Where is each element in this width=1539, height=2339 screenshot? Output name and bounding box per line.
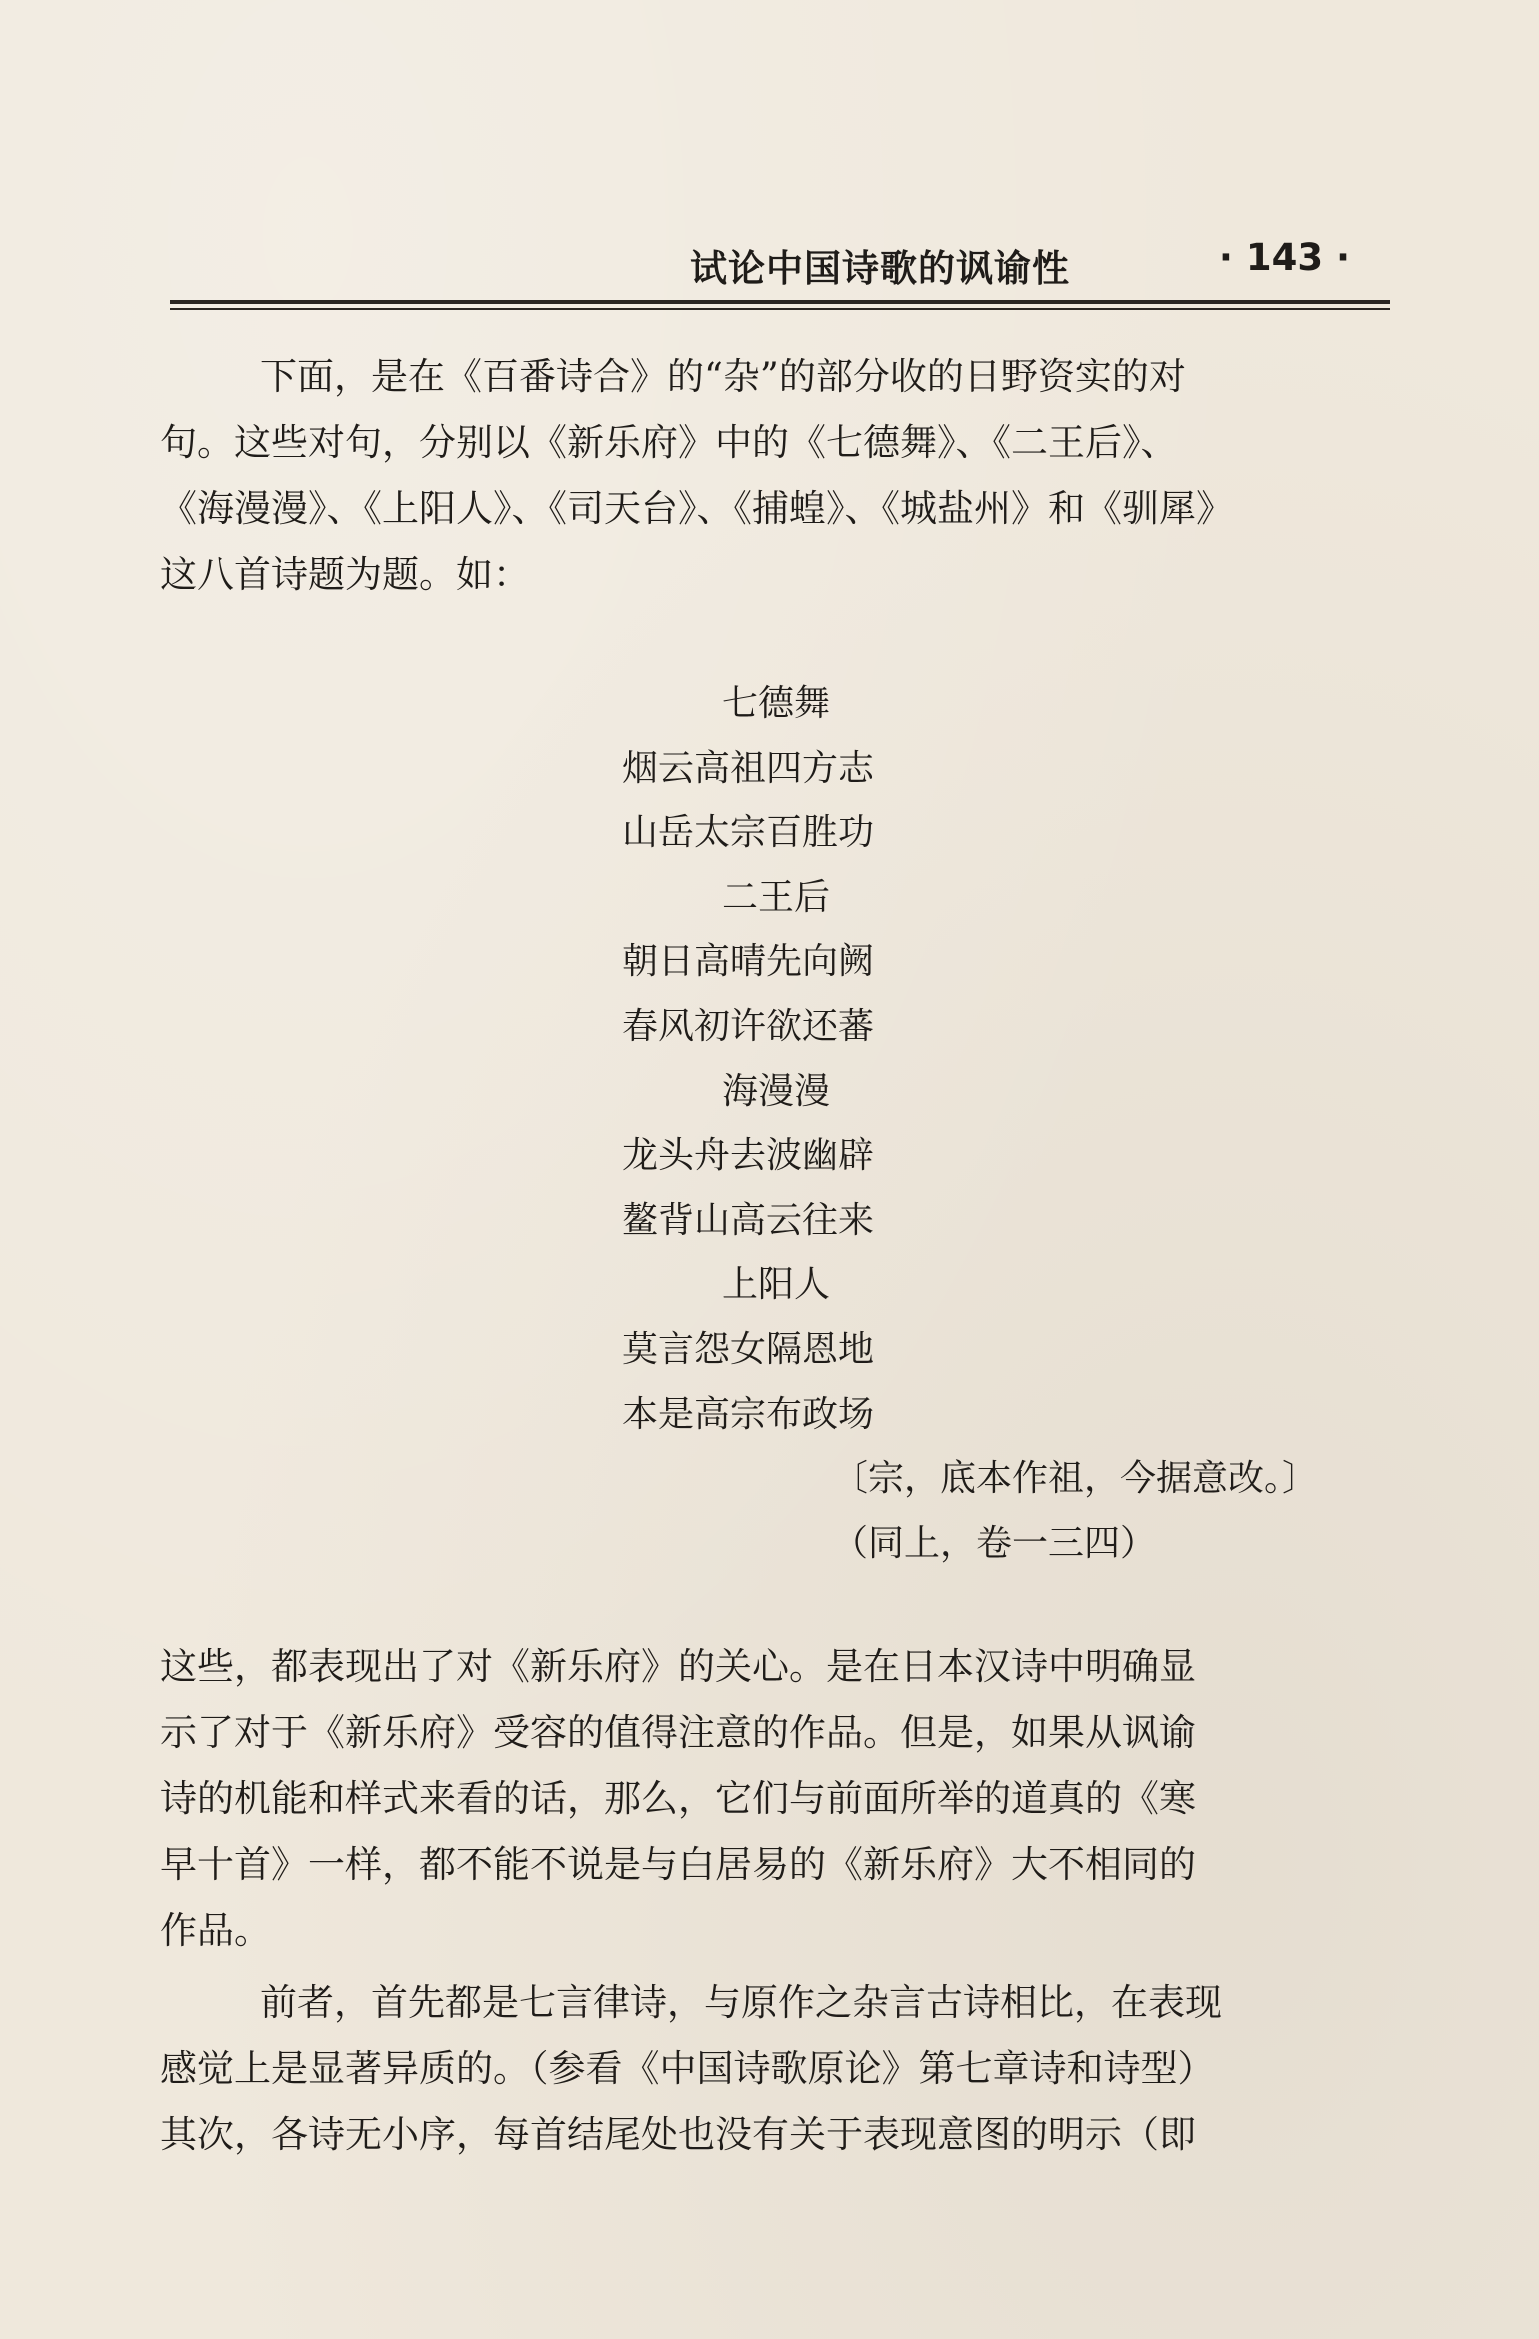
text-line: 下面，是在《百番诗合》的“杂”的部分收的日野资实的对: [260, 355, 1186, 398]
poem-title: 海漫漫: [722, 1070, 831, 1112]
running-header: [170, 232, 1390, 292]
poem-title: 二王后: [722, 876, 831, 918]
text-line: 示了对于《新乐府》受容的值得注意的作品。但是，如果从讽谕: [160, 1711, 1196, 1754]
text-line: 诗的机能和样式来看的话，那么，它们与前面所举的道真的《寒: [160, 1777, 1196, 1820]
poem-line: 春风初许欲还蕃: [622, 1005, 875, 1047]
text-line: 《海漫漫》、《上阳人》、《司天台》、《捕蝗》、《城盐州》和《驯犀》: [160, 487, 1233, 530]
poem-title: 上阳人: [722, 1264, 831, 1306]
text-line: 前者，首先都是七言律诗，与原作之杂言古诗相比，在表现: [260, 1981, 1222, 2024]
paragraph-discussion: [160, 1634, 1380, 1964]
poem-line: 鳌背山高云往来: [622, 1199, 875, 1241]
poem-title: 七德舞: [722, 683, 831, 724]
text-line: 其次，各诗无小序，每首结尾处也没有关于表现意图的明示（即: [160, 2113, 1196, 2156]
text-line: 早十首》一样，都不能不说是与白居易的《新乐府》大不相同的: [160, 1843, 1196, 1886]
paragraph-analysis: [160, 1970, 1380, 2168]
text-line: 句。这些对句，分别以《新乐府》中的《七德舞》、《二王后》、: [160, 421, 1178, 464]
poem-line: 朝日高晴先向阙: [622, 941, 875, 983]
text-line: 作品。: [160, 1909, 271, 1952]
running-title: 试论中国诗歌的讽谕性: [690, 247, 1070, 290]
editorial-note: 〔宗，底本作祖，今据意改。〕: [832, 1458, 1319, 1500]
header-rule: [170, 300, 1390, 310]
source-citation: （同上，卷一三四）: [832, 1522, 1157, 1564]
text-line: 感觉上是显著异质的。（参看《中国诗歌原论》第七章诗和诗型）: [160, 2047, 1215, 2090]
paragraph-intro: [160, 344, 1380, 608]
text-line: 这些，都表现出了对《新乐府》的关心。是在日本汉诗中明确显: [160, 1645, 1196, 1688]
text-line: 这八首诗题为题。如：: [160, 553, 530, 596]
poem-line: 龙头舟去波幽辟: [622, 1135, 875, 1177]
quoted-couplets: [622, 672, 1382, 1576]
poem-line: 山岳太宗百胜功: [622, 812, 875, 854]
page-number: · 143 ·: [1218, 236, 1350, 279]
poem-line: 莫言怨女隔恩地: [622, 1328, 875, 1370]
poem-line: 烟云高祖四方志: [622, 747, 875, 789]
poem-line: 本是高宗布政场: [622, 1393, 875, 1435]
